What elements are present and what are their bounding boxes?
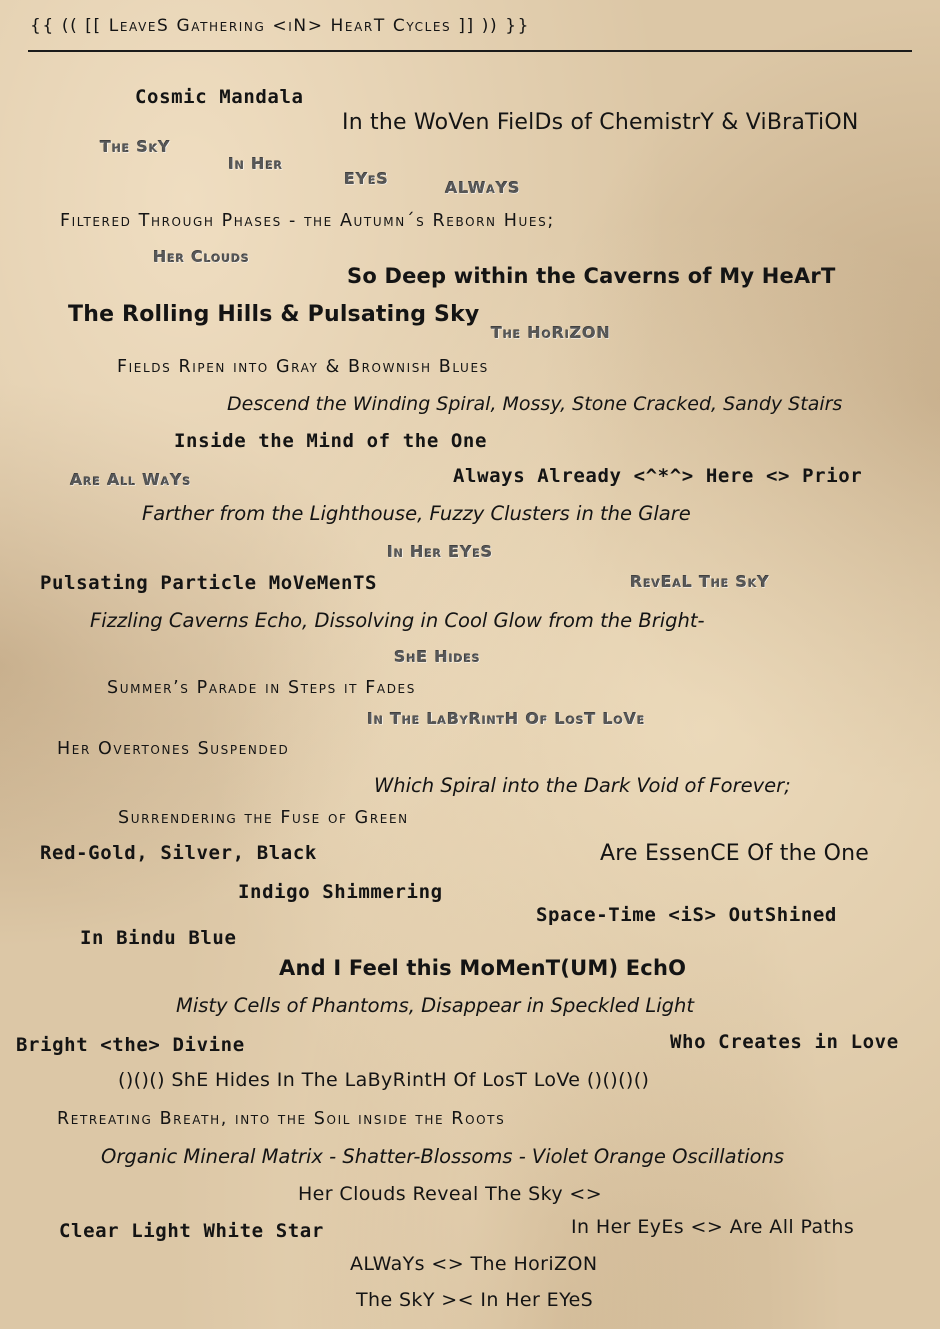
poem-line: Farther from the Lighthouse, Fuzzy Clusters in the Glare: [142, 502, 691, 525]
poem-line: In the WoVen FielDs of ChemistrY & ViBraTiON: [342, 110, 859, 135]
poem-line: EYeS: [344, 169, 389, 188]
poem-line: Red-Gold, Silver, Black: [40, 842, 317, 864]
poem-line: Her Overtones Suspended: [57, 739, 290, 759]
poem-line: In Bindu Blue: [80, 927, 237, 949]
poem-line: Inside the Mind of the One: [174, 430, 488, 452]
poem-line: Her Clouds Reveal The Sky <>: [298, 1183, 603, 1205]
poem-line: Always Already <^*^> Here <> Prior: [453, 465, 863, 487]
poem-line: ShE Hides: [394, 647, 481, 666]
poem-line: The Rolling Hills & Pulsating Sky: [68, 302, 480, 327]
poem-line: Fields Ripen into Gray & Brownish Blues: [117, 357, 489, 377]
poem-line: Fizzling Caverns Echo, Dissolving in Cool Glow from the Bright-: [90, 609, 705, 632]
poem-line: Retreating Breath, into the Soil inside the Roots: [57, 1109, 506, 1129]
poem-line: Are EssenCE Of the One: [600, 841, 870, 866]
poem-line: Misty Cells of Phantoms, Disappear in Speckled Light: [176, 994, 694, 1017]
poem-line: Organic Mineral Matrix - Shatter-Blossoms - Violet Orange Oscillations: [101, 1145, 785, 1168]
poem-line: Filtered Through Phases - the Autumn´s Reborn Hues;: [60, 211, 555, 231]
poem-line: In Her EYeS: [387, 542, 494, 561]
poem-line: The SkY: [100, 137, 171, 156]
poem-line: Pulsating Particle MoVeMenTS: [40, 572, 378, 594]
poem-line: Bright <the> Divine: [16, 1034, 245, 1056]
poem-line: Who Creates in Love: [670, 1031, 899, 1053]
poem-line: Indigo Shimmering: [238, 881, 443, 903]
poem-line: Which Spiral into the Dark Void of Forever;: [374, 774, 791, 797]
poem-line: ALWaYS: [445, 178, 521, 197]
poem-line: Cosmic Mandala: [135, 86, 304, 108]
poem-line: Are All WaYs: [70, 470, 192, 489]
poem-line: In Her: [228, 154, 283, 173]
poem-line: Her Clouds: [153, 247, 250, 266]
poem-line: Surrendering the Fuse of Green: [118, 808, 409, 828]
poem-line: So Deep within the Caverns of My HeArT: [347, 264, 836, 288]
poem-line: In Her EyEs <> Are All Paths: [571, 1216, 855, 1238]
poem-line: ALWaYs <> The HoriZON: [350, 1253, 598, 1275]
title-divider: [28, 50, 912, 52]
poem-title: {{ (( [[ LeaveS Gathering <iN> HearT Cycles ]] )) }}: [30, 16, 531, 36]
poem-line: Descend the Winding Spiral, Mossy, Stone Cracked, Sandy Stairs: [227, 393, 843, 415]
poem-line: ()()() ShE Hides In The LaByRintH Of LosT LoVe ()()()(): [118, 1069, 650, 1091]
poem-line: The SkY >< In Her EYeS: [356, 1289, 594, 1311]
poem-line: RevEaL The SkY: [630, 572, 770, 591]
poem-line: Clear Light White Star: [59, 1220, 324, 1242]
poem-line: And I Feel this MoMenT(UM) EchO: [279, 956, 687, 980]
poem-line: Space-Time <iS> OutShined: [536, 904, 837, 926]
poem-line: In The LaByRintH Of LosT LoVe: [367, 709, 646, 728]
poem-line: Summer’s Parade in Steps it Fades: [107, 678, 416, 698]
poem-line: The HoRiZON: [491, 323, 611, 342]
